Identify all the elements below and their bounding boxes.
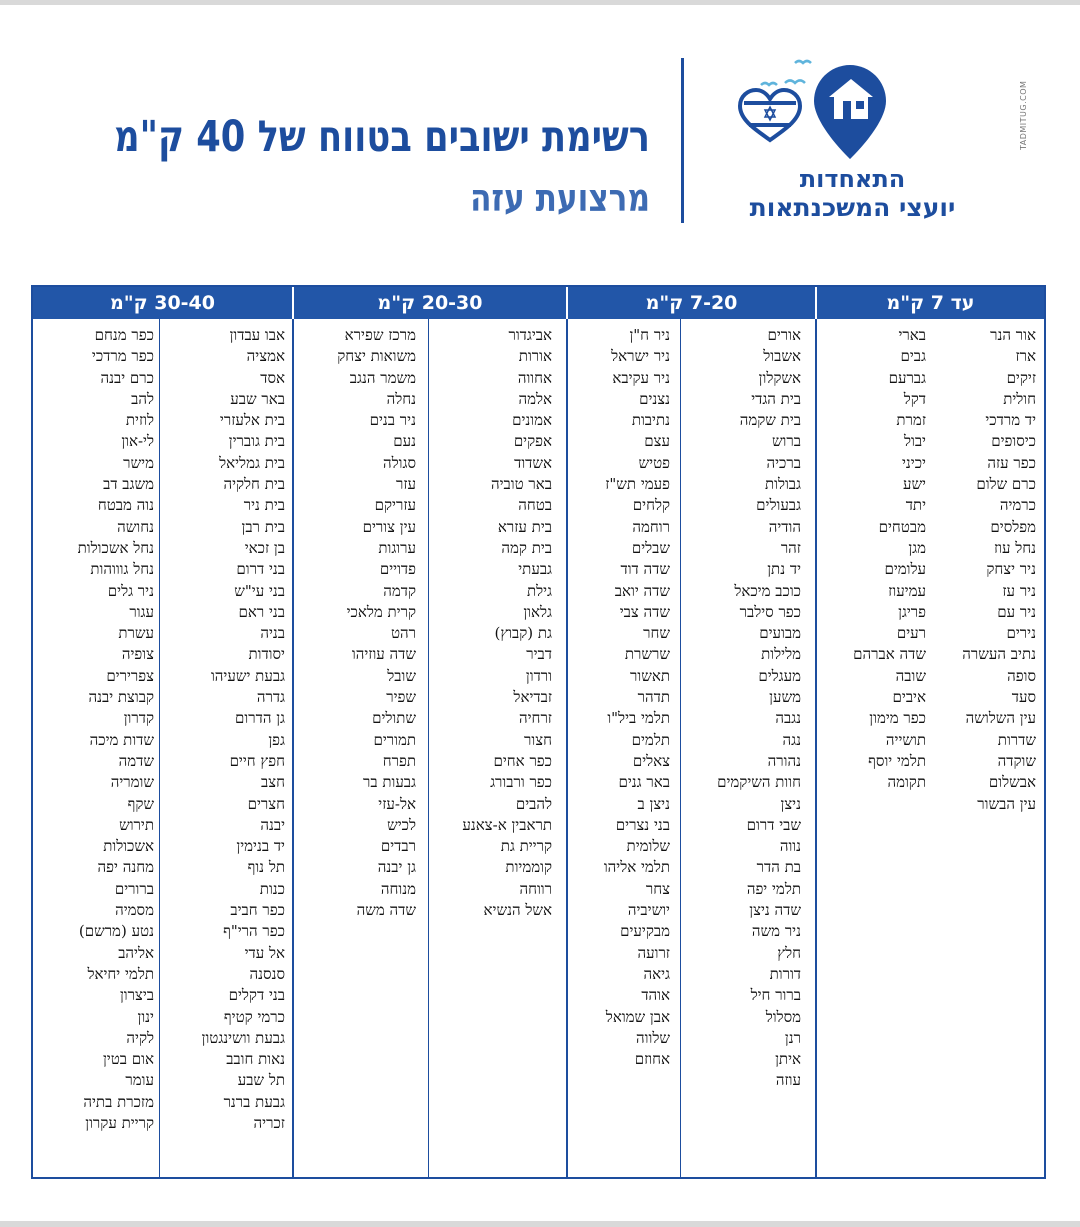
- top-border: [0, 0, 1080, 5]
- settlement-item: ורדון: [525, 666, 552, 685]
- settlement-item: שוקדה: [997, 751, 1036, 770]
- settlement-item: תלמי יוסף: [868, 751, 926, 770]
- settlement-item: תלמי אליהו: [603, 858, 670, 877]
- settlement-item: חוות השיקמים: [717, 773, 801, 792]
- settlement-item: שפיר: [386, 688, 416, 707]
- brand-name-line1: התאחדות: [799, 165, 906, 193]
- settlement-item: אסד: [260, 368, 285, 387]
- settlement-item: צחר: [645, 879, 670, 898]
- settlement-item: יושיביה: [627, 901, 670, 920]
- settlement-item: עצם: [644, 432, 670, 451]
- settlement-item: יסודות: [248, 645, 285, 664]
- settlement-item: עגור: [129, 602, 154, 621]
- settlement-item: יבול: [903, 432, 926, 451]
- settlement-item: זמרת: [896, 411, 926, 430]
- settlement-item: בית גוברין: [228, 432, 285, 451]
- settlement-item: ניצן ב: [637, 794, 670, 813]
- settlement-item: בני ראם: [238, 602, 285, 621]
- settlement-item: נגבה: [775, 709, 801, 728]
- settlement-item: נחלה: [386, 389, 416, 408]
- settlement-item: אשבול: [763, 347, 801, 366]
- settlement-item: בית הגדי: [751, 389, 801, 408]
- settlement-item: באר טוביה: [490, 475, 552, 494]
- settlement-item: נטע (מרשם): [78, 922, 154, 941]
- settlement-item: שלומית: [626, 837, 670, 856]
- settlement-item: כפר ורבורג: [490, 773, 552, 792]
- settlement-item: פריגן: [898, 602, 926, 621]
- settlement-item: רוחמה: [632, 517, 670, 536]
- settlement-item: שתולים: [372, 709, 416, 728]
- settlement-item: ערוגות: [378, 538, 416, 557]
- settlement-item: מסלול: [765, 1007, 801, 1026]
- settlement-item: מבקיעים: [620, 922, 670, 941]
- settlement-item: בית עזרא: [497, 517, 552, 536]
- settlement-item: כרמיה: [999, 496, 1036, 515]
- settlement-item: אור הנר: [990, 326, 1036, 344]
- settlement-item: אבן שמואל: [605, 1007, 670, 1026]
- settlement-item: בית חלקיה: [223, 475, 285, 494]
- settlement-item: תלמי יפה: [746, 879, 801, 898]
- settlement-item: עלומים: [884, 560, 926, 579]
- header-20-30km: 20-30 ק"מ: [294, 287, 566, 319]
- settlement-item: עשרת: [118, 624, 154, 643]
- settlement-item: שובל: [387, 666, 416, 685]
- settlement-item: להבים: [515, 794, 552, 813]
- settlement-item: ברוש: [771, 432, 801, 451]
- settlement-item: רבדים: [380, 837, 416, 856]
- settlement-item: כוכב מיכאל: [734, 581, 801, 600]
- settlement-item: תושייה: [885, 730, 926, 749]
- settlement-item: יבנה: [260, 815, 285, 834]
- settlement-item: גן הדרום: [235, 709, 285, 728]
- settlement-item: עין השלושה: [965, 709, 1036, 728]
- settlement-item: דקל: [903, 389, 926, 408]
- settlement-item: אביגדור: [508, 326, 552, 344]
- settlement-item: ברור חיל: [750, 986, 801, 1005]
- settlement-item: צאלים: [632, 751, 670, 770]
- settlement-item: כפר חביב: [230, 901, 285, 920]
- settlement-item: כרם שלום: [976, 475, 1036, 494]
- settlement-item: משואות יצחק: [337, 347, 416, 366]
- settlement-item: ניר גלים: [107, 581, 154, 600]
- settlement-item: אחוזם: [634, 1050, 670, 1069]
- col-20km-b: [545, 325, 670, 1070]
- settlement-item: מפלסים: [990, 517, 1036, 536]
- settlement-item: גת (קבוץ): [494, 624, 552, 643]
- settlement-item: אשקלון: [758, 368, 801, 387]
- settlement-item: סגולה: [383, 453, 416, 472]
- settlement-item: דביר: [526, 645, 552, 664]
- settlement-item: שדה צבי: [619, 602, 670, 621]
- settlement-item: גבולות: [764, 475, 801, 494]
- settlement-item: מגן: [908, 538, 926, 557]
- settlement-item: נווה: [779, 837, 801, 856]
- settlement-item: מזכרת בתיה: [83, 1092, 154, 1111]
- settlement-item: נחושה: [117, 517, 154, 536]
- settlement-item: שדה יואב: [614, 581, 670, 600]
- settlement-item: סנסנה: [249, 964, 285, 983]
- settlement-item: שדרות: [997, 730, 1036, 749]
- settlement-item: תלמי יחיאל: [87, 964, 154, 983]
- settlement-item: פעמי תש"ז: [605, 475, 670, 494]
- settlement-item: נאות חובב: [226, 1050, 285, 1069]
- settlements-table: [31, 285, 1046, 1179]
- settlement-item: קדרון: [123, 709, 154, 728]
- settlement-item: בני דרום: [236, 560, 285, 579]
- settlement-item: זרועה: [637, 943, 670, 962]
- settlement-item: עזריקם: [374, 496, 416, 515]
- settlement-item: בית ניר: [243, 496, 285, 515]
- settlement-item: ניר עז: [1002, 581, 1036, 600]
- col-7km-b: [816, 325, 926, 794]
- settlement-item: נהורה: [767, 751, 801, 770]
- settlement-item: נחל אשכולות: [77, 538, 154, 557]
- settlement-item: גבעת ישעיהו: [210, 666, 285, 685]
- settlement-item: סעד: [1011, 688, 1036, 707]
- settlement-item: באר שבע: [230, 389, 285, 408]
- settlement-item: בן זכאי: [244, 538, 285, 557]
- settlement-item: אלמה: [518, 389, 552, 408]
- settlement-item: יד נתן: [767, 560, 801, 579]
- col-30km-b: [288, 325, 416, 921]
- settlement-item: גבעתי: [518, 560, 552, 579]
- settlement-item: חצרים: [247, 794, 285, 813]
- settlement-item: כרם יבנה: [100, 368, 154, 387]
- settlement-item: קדמה: [383, 581, 416, 600]
- settlement-item: כפר עזה: [987, 453, 1036, 472]
- settlement-item: איבים: [892, 688, 926, 707]
- settlement-item: עמיעוז: [888, 581, 926, 600]
- settlement-item: כפר סילבר: [739, 602, 801, 621]
- settlement-item: עין הבשור: [977, 794, 1036, 813]
- settlement-item: אל-עזי: [378, 794, 416, 813]
- col-40km-b: [36, 325, 154, 1134]
- settlement-item: שדה עוזיהו: [351, 645, 416, 664]
- settlement-item: שחר: [643, 624, 670, 643]
- settlement-item: אבשלום: [988, 773, 1036, 792]
- settlement-item: שקף: [127, 794, 154, 813]
- settlement-item: כפר מימון: [869, 709, 926, 728]
- page-subtitle: מרצועת עזה: [470, 176, 650, 220]
- settlement-item: מעגלים: [758, 666, 801, 685]
- settlement-item: אורות: [518, 347, 552, 366]
- settlement-item: כפר מנחם: [94, 326, 154, 344]
- col-40km-a: [157, 325, 285, 1134]
- settlement-item: אשדוד: [514, 453, 552, 472]
- settlement-item: בני נצרים: [615, 815, 670, 834]
- settlement-item: שבלים: [631, 538, 670, 557]
- settlement-item: אוהד: [641, 986, 670, 1005]
- settlement-item: לקיה: [126, 1028, 154, 1047]
- settlement-item: קוממיות: [505, 858, 552, 877]
- settlement-item: עוזה: [775, 1071, 801, 1090]
- settlement-item: אליהב: [118, 943, 154, 962]
- settlement-item: כפר אחים: [493, 751, 552, 770]
- settlement-item: צפרירים: [106, 666, 154, 685]
- settlement-item: ניר עם: [997, 602, 1036, 621]
- settlement-item: צופיה: [121, 645, 154, 664]
- settlement-item: משמר הנגב: [349, 368, 416, 387]
- settlement-item: חולית: [1003, 389, 1036, 408]
- settlement-item: כרמי קטיף: [223, 1007, 285, 1026]
- settlement-item: בטחה: [518, 496, 552, 515]
- settlement-item: ניר ישראל: [611, 347, 670, 366]
- settlement-item: עין צורים: [362, 517, 416, 536]
- settlement-item: שדמה: [118, 751, 154, 770]
- settlement-item: חצור: [524, 730, 552, 749]
- settlement-item: אחווה: [517, 368, 552, 387]
- settlement-item: בת הדר: [756, 858, 801, 877]
- col-30km-a: [424, 325, 552, 921]
- settlement-item: תאשור: [630, 666, 670, 685]
- settlement-item: נגה: [782, 730, 801, 749]
- settlement-item: נתיב העשרה: [962, 645, 1036, 664]
- settlement-item: גלאון: [523, 602, 552, 621]
- settlement-item: גברעם: [888, 368, 926, 387]
- settlement-item: זבדיאל: [513, 688, 552, 707]
- settlement-item: רווחה: [519, 879, 552, 898]
- settlement-item: יד בנימין: [236, 837, 285, 856]
- header-divider: [681, 58, 684, 223]
- settlement-item: משגב דב: [103, 475, 154, 494]
- settlement-item: בית אלעזרי: [219, 411, 285, 430]
- settlement-item: מלילות: [761, 645, 801, 664]
- settlement-item: עזר: [395, 475, 416, 494]
- settlement-item: לוזית: [125, 411, 154, 430]
- settlement-item: כנות: [259, 879, 285, 898]
- settlement-item: בית קמה: [501, 538, 552, 557]
- settlement-item: בניה: [260, 624, 285, 643]
- settlement-item: שדה ניצן: [749, 901, 801, 920]
- settlement-item: אשכולות: [103, 837, 154, 856]
- header-up-to-7km: עד 7 ק"מ: [817, 287, 1044, 319]
- settlement-item: גבעולים: [756, 496, 801, 515]
- settlement-item: תראבין א-צאנע: [462, 815, 552, 834]
- settlement-item: בארי: [898, 326, 926, 344]
- settlement-item: בית גמליאל: [219, 453, 285, 472]
- settlement-item: שדות מיכה: [89, 730, 154, 749]
- settlement-item: ברורים: [114, 879, 154, 898]
- settlement-item: זהר: [780, 538, 801, 557]
- settlement-item: גפן: [268, 730, 285, 749]
- settlement-item: ניר עקיבא: [612, 368, 670, 387]
- settlement-item: ניר משה: [751, 922, 801, 941]
- settlement-item: גילת: [526, 581, 552, 600]
- settlement-item: שומריה: [110, 773, 154, 792]
- settlement-item: נצנים: [639, 389, 670, 408]
- settlement-item: קרית מלאכי: [346, 602, 416, 621]
- settlement-item: ניר ח"ן: [629, 326, 670, 344]
- settlement-item: ינון: [137, 1007, 154, 1026]
- settlement-item: לכיש: [387, 815, 416, 834]
- settlement-item: גבים: [900, 347, 926, 366]
- settlement-item: קבוצת יבנה: [88, 688, 154, 707]
- settlement-item: שדה משה: [356, 901, 416, 920]
- settlement-item: שדה דוד: [620, 560, 670, 579]
- settlement-item: איתן: [775, 1050, 801, 1069]
- settlement-item: יתד: [905, 496, 926, 515]
- settlement-item: זיקים: [1006, 368, 1036, 387]
- settlement-item: שדה אברהם: [853, 645, 926, 664]
- settlement-item: נירים: [1006, 624, 1036, 643]
- settlement-item: שבי דרום: [746, 815, 801, 834]
- settlement-item: מחנה יפה: [97, 858, 154, 877]
- settlement-item: קלחים: [632, 496, 670, 515]
- settlement-item: להב: [131, 389, 154, 408]
- brand-logo: [735, 55, 975, 230]
- settlement-item: שובה: [895, 666, 926, 685]
- settlement-item: תקומה: [887, 773, 926, 792]
- brand-name-line2: יועצי המשכנתאות: [749, 193, 956, 222]
- table-header-row: [33, 287, 1044, 319]
- settlement-item: ביצרון: [119, 986, 154, 1005]
- settlement-item: חצב: [261, 773, 285, 792]
- side-credit: TADMITUG.COM: [1019, 80, 1028, 150]
- settlement-item: גיאה: [643, 964, 670, 983]
- settlement-item: אל עדי: [244, 943, 285, 962]
- settlement-item: מישר: [123, 453, 154, 472]
- settlement-item: תלמים: [631, 730, 670, 749]
- settlement-item: דורות: [769, 964, 801, 983]
- settlement-item: רעים: [896, 624, 926, 643]
- settlement-item: ברכיה: [766, 453, 801, 472]
- settlement-item: תל שבע: [237, 1071, 285, 1090]
- bottom-border: [0, 1221, 1080, 1227]
- header-30-40km: 30-40 ק"מ: [33, 287, 292, 319]
- settlement-item: קריית גת: [500, 837, 552, 856]
- settlement-item: תירוש: [119, 815, 154, 834]
- settlement-item: יכיני: [901, 453, 926, 472]
- settlement-item: תלמי ביל"ו: [607, 709, 670, 728]
- settlement-item: כיסופים: [991, 432, 1036, 451]
- settlement-item: לי-און: [121, 432, 154, 451]
- settlement-item: אורים: [767, 326, 801, 344]
- settlement-item: ניר בנים: [369, 411, 416, 430]
- settlement-item: חלץ: [777, 943, 801, 962]
- settlement-item: גדרה: [256, 688, 285, 707]
- settlement-item: אום בטין: [102, 1050, 154, 1069]
- settlement-item: אמונים: [512, 411, 552, 430]
- settlement-item: אשל הנשיא: [483, 901, 552, 920]
- settlement-item: רנן: [784, 1028, 801, 1047]
- settlement-item: גבעת ברנר: [223, 1092, 285, 1111]
- settlement-item: אמציה: [246, 347, 285, 366]
- settlement-item: אבו עבדון: [229, 326, 285, 344]
- house-pin-heart-icon: [735, 55, 975, 165]
- settlement-item: גן יבנה: [377, 858, 416, 877]
- settlement-item: מבטחים: [878, 517, 926, 536]
- settlement-item: ישע: [902, 475, 926, 494]
- settlement-item: תדהר: [637, 688, 670, 707]
- settlement-item: תל נוף: [247, 858, 285, 877]
- settlement-item: בני עי"ש: [234, 581, 285, 600]
- settlement-item: נעם: [393, 432, 416, 451]
- settlement-item: קריית עקרון: [85, 1113, 154, 1132]
- settlement-item: ארז: [1015, 347, 1036, 366]
- settlement-item: נוה מבטח: [97, 496, 154, 515]
- settlement-item: נחל עוז: [993, 538, 1036, 557]
- settlement-item: עומר: [125, 1071, 154, 1090]
- settlement-item: מבועים: [759, 624, 801, 643]
- settlement-item: פדויים: [379, 560, 416, 579]
- settlement-item: מנוחה: [380, 879, 416, 898]
- settlement-item: כפר מרדכי: [91, 347, 154, 366]
- col-7km-a: [926, 325, 1036, 815]
- page-title: רשימת ישובים בטווח של 40 ק"מ: [114, 112, 650, 162]
- settlement-item: רהט: [390, 624, 416, 643]
- settlement-item: שלווה: [636, 1028, 670, 1047]
- settlement-item: תפרח: [382, 751, 416, 770]
- settlement-item: גבעות בר: [362, 773, 416, 792]
- settlement-item: חפץ חיים: [229, 751, 285, 770]
- settlement-item: נחל גוווהות: [90, 560, 154, 579]
- settlement-item: נתיבות: [631, 411, 670, 430]
- settlement-item: מרכז שפירא: [344, 326, 416, 344]
- settlement-item: אפקים: [513, 432, 552, 451]
- settlement-item: בית רבן: [241, 517, 285, 536]
- settlement-item: בית שקמה: [739, 411, 801, 430]
- settlement-item: כפר הרי"ף: [223, 922, 285, 941]
- settlement-item: ניר יצחק: [986, 560, 1036, 579]
- settlement-item: פטיש: [638, 453, 670, 472]
- settlement-item: זכריה: [253, 1113, 285, 1132]
- settlement-item: מסמיה: [115, 901, 154, 920]
- settlement-item: שרשרת: [624, 645, 670, 664]
- settlement-item: בני דקלים: [228, 986, 285, 1005]
- settlement-item: גבעת וושינגטון: [201, 1028, 285, 1047]
- settlement-item: הודיה: [768, 517, 801, 536]
- header-7-20km: 7-20 ק"מ: [568, 287, 815, 319]
- settlement-item: באר גנים: [618, 773, 670, 792]
- settlement-item: תמורים: [373, 730, 416, 749]
- settlement-item: זרחיה: [519, 709, 552, 728]
- settlement-item: סופה: [1007, 666, 1036, 685]
- settlement-item: יד מרדכי: [985, 411, 1036, 430]
- col-20km-a: [676, 325, 801, 1092]
- settlement-item: משען: [769, 688, 801, 707]
- settlement-item: ניצן: [780, 794, 801, 813]
